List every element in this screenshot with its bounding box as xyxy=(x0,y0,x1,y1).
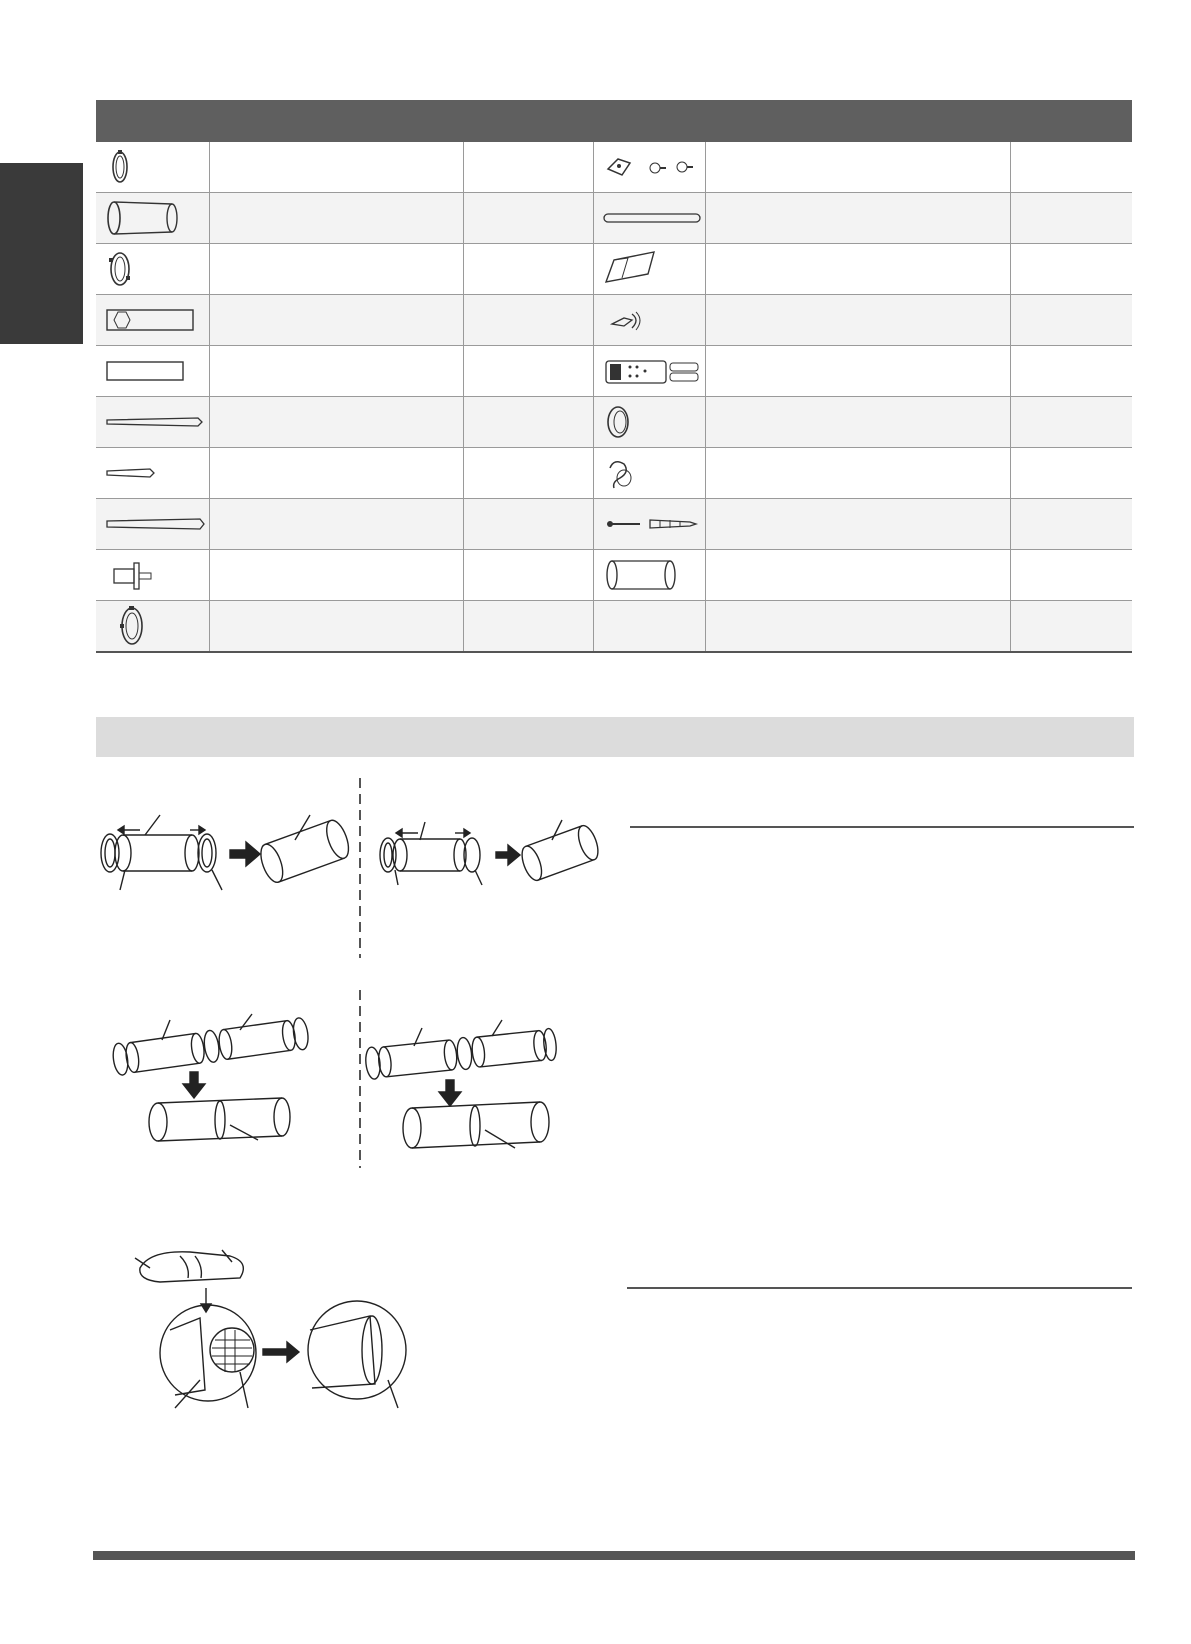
side-tab xyxy=(0,163,83,344)
table-row xyxy=(96,499,1132,550)
remote-and-batteries-icon xyxy=(600,351,705,391)
table-row xyxy=(96,193,1132,244)
long-foam-strip-icon xyxy=(102,504,212,544)
short-seal-strip-icon xyxy=(102,453,212,493)
part-qty-cell xyxy=(1010,346,1132,397)
part-qty-cell xyxy=(1010,550,1132,601)
part-name-cell xyxy=(705,499,1010,550)
part-qty-cell xyxy=(463,142,593,193)
parts-table-header xyxy=(96,100,1132,142)
hose-connector-ring-icon xyxy=(102,248,212,290)
part-qty-cell xyxy=(1010,397,1132,448)
part-name-cell xyxy=(209,193,463,244)
table-row xyxy=(96,448,1132,499)
hose-assembly-diagram-icon xyxy=(380,820,602,885)
part-name-cell xyxy=(209,244,463,295)
table-row xyxy=(96,295,1132,346)
part-name-cell xyxy=(705,244,1010,295)
empty-icon-cell xyxy=(593,601,705,653)
part-qty-cell xyxy=(1010,448,1132,499)
wall-adapter-ring-icon xyxy=(102,604,212,648)
part-name-cell xyxy=(209,550,463,601)
parts-table xyxy=(96,142,1132,653)
bracket-and-screws-icon xyxy=(600,147,705,187)
part-qty-cell xyxy=(1010,244,1132,295)
part-name-cell xyxy=(209,448,463,499)
part-qty-cell xyxy=(463,499,593,550)
rod-icon xyxy=(600,198,705,238)
table-row xyxy=(96,397,1132,448)
part-name-cell xyxy=(209,601,463,653)
footer-bar xyxy=(93,1551,1135,1560)
part-qty-cell xyxy=(1010,193,1132,244)
exhaust-hose-icon xyxy=(102,197,212,239)
part-qty-cell xyxy=(463,346,593,397)
clip-plate-icon xyxy=(600,248,705,290)
window-slider-panel-icon xyxy=(102,300,212,340)
blank-panel-icon xyxy=(102,351,212,391)
part-name-cell xyxy=(209,142,463,193)
table-row xyxy=(96,550,1132,601)
long-seal-strip-icon xyxy=(102,402,212,442)
double-hose-assembly-diagram-icon xyxy=(111,1014,310,1141)
hose-assembly-diagram-icon xyxy=(101,815,353,890)
part-name-cell xyxy=(705,448,1010,499)
part-name-cell xyxy=(209,346,463,397)
part-qty-cell xyxy=(1010,295,1132,346)
part-qty-cell xyxy=(1010,499,1132,550)
part-qty-cell xyxy=(463,397,593,448)
divider-rule-lower xyxy=(627,1287,1132,1289)
part-qty-cell xyxy=(1010,601,1132,653)
part-name-cell xyxy=(209,295,463,346)
part-name-cell xyxy=(705,601,1010,653)
hose-clip-icon xyxy=(600,452,705,494)
window-adapter-ring-icon xyxy=(102,147,212,187)
adapter-ring-icon xyxy=(600,401,705,443)
part-qty-cell xyxy=(463,295,593,346)
plug-fastener-icon xyxy=(600,300,705,340)
part-name-cell xyxy=(705,346,1010,397)
section-header-bar xyxy=(96,717,1134,757)
double-hose-assembly-diagram-icon xyxy=(364,1020,557,1148)
table-row xyxy=(96,601,1132,653)
part-qty-cell xyxy=(463,244,593,295)
part-name-cell xyxy=(705,397,1010,448)
table-row xyxy=(96,142,1132,193)
hose-to-unit-connection-diagram-icon xyxy=(135,1250,406,1408)
part-name-cell xyxy=(705,550,1010,601)
divider-rule-upper xyxy=(630,826,1134,828)
drain-connector-icon xyxy=(102,555,212,595)
part-qty-cell xyxy=(463,193,593,244)
part-name-cell xyxy=(209,397,463,448)
table-row xyxy=(96,346,1132,397)
screw-and-anchor-icon xyxy=(600,504,705,544)
part-qty-cell xyxy=(463,601,593,653)
part-qty-cell xyxy=(1010,142,1132,193)
part-name-cell xyxy=(209,499,463,550)
part-qty-cell xyxy=(463,448,593,499)
part-name-cell xyxy=(705,193,1010,244)
part-qty-cell xyxy=(463,550,593,601)
part-name-cell xyxy=(705,295,1010,346)
hose-segment-icon xyxy=(600,554,705,596)
table-row xyxy=(96,244,1132,295)
part-name-cell xyxy=(705,142,1010,193)
